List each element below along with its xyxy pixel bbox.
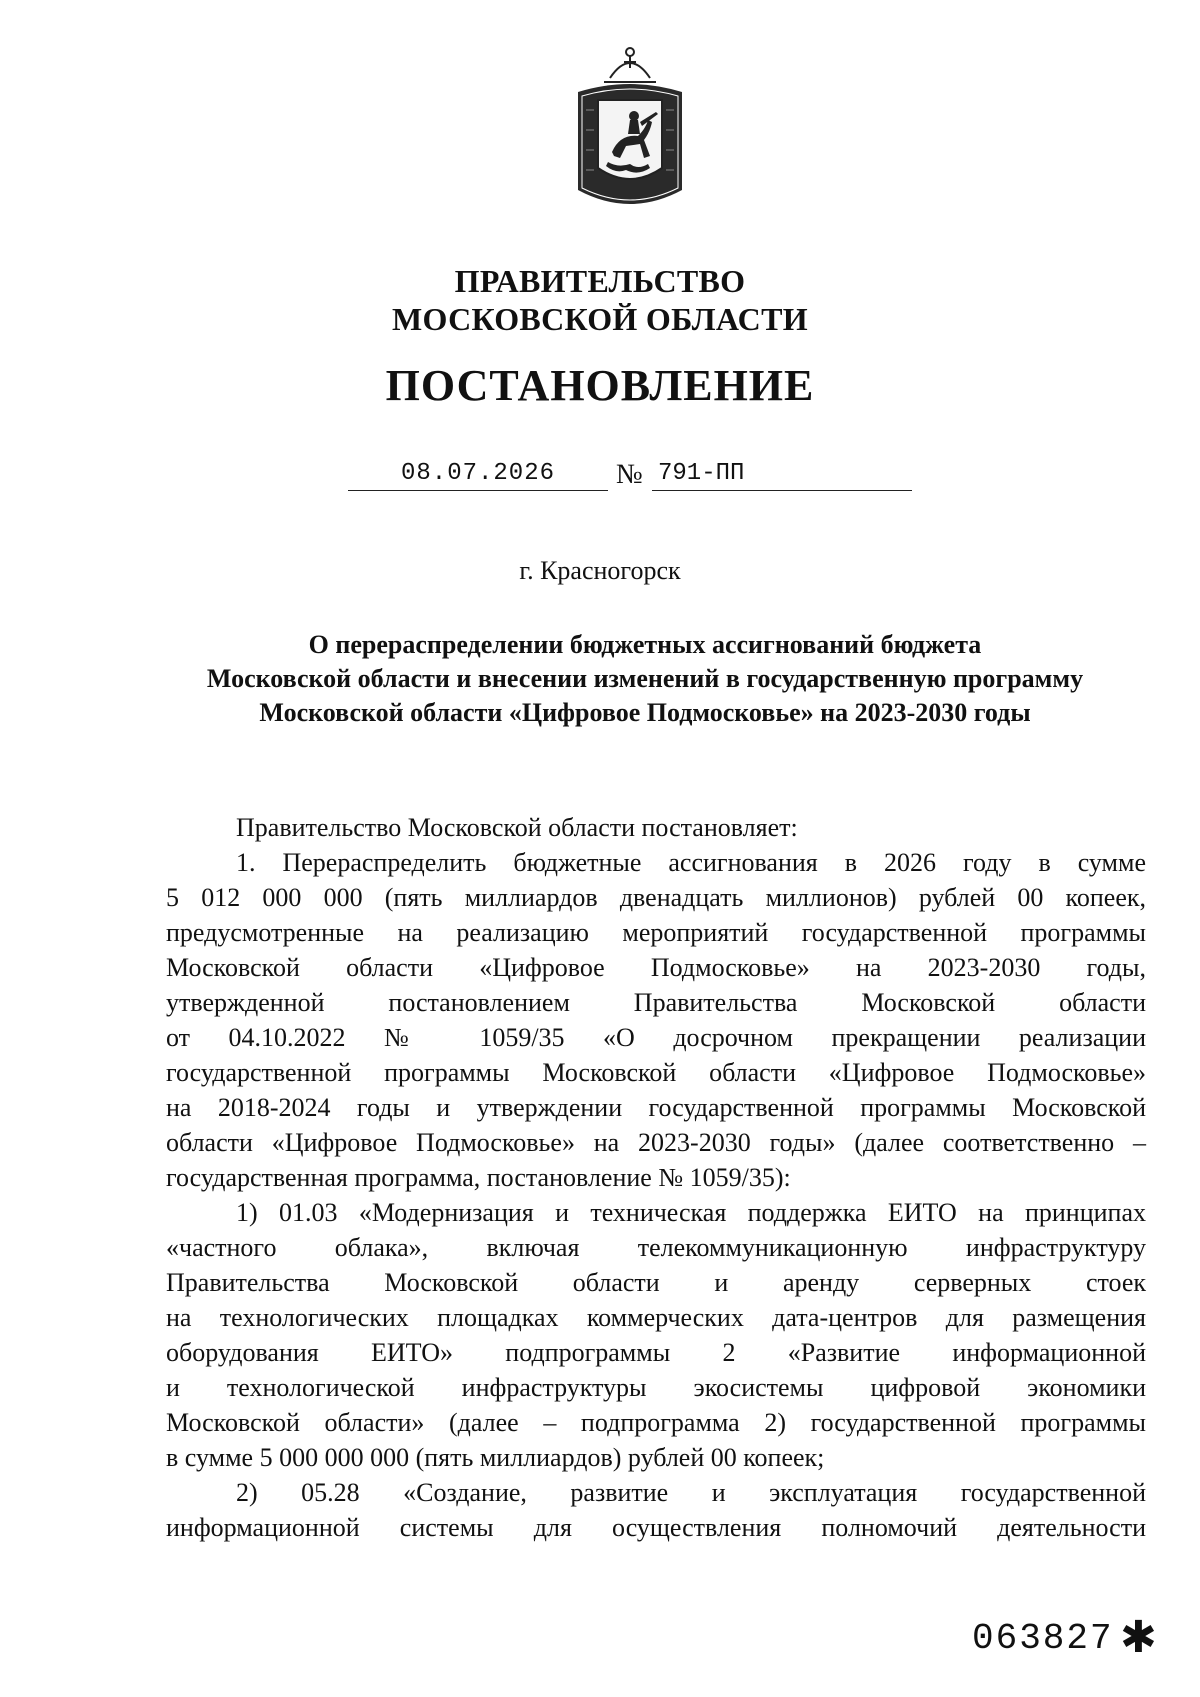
subject-line: Московской области «Цифровое Подмосковье» на 2023-2030 годы xyxy=(259,698,1031,727)
document-type: ПОСТАНОВЛЕНИЕ xyxy=(385,361,815,410)
government-title xyxy=(0,262,1200,338)
document-number: 791-ПП xyxy=(652,458,912,491)
subject-line: О перераспределении бюджетных ассигнований бюджета xyxy=(308,630,982,659)
body-line: в сумме 5 000 000 000 (пять миллиардов) рублей 00 копеек; xyxy=(166,1443,825,1472)
paragraph-2 xyxy=(166,1195,1146,1475)
body-line: оборудования ЕИТО» подпрограммы 2 «Развитие информационной xyxy=(166,1338,1146,1367)
paragraph-3 xyxy=(166,1475,1146,1545)
number-sign: № xyxy=(616,459,643,490)
body-line: утвержденной постановлением Правительства Московской области xyxy=(166,988,1146,1017)
document-date: 08.07.2026 xyxy=(348,458,608,491)
body-intro: Правительство Московской области постановляет: xyxy=(236,813,798,842)
body-line: «частного облака», включая телекоммуникационную инфраструктуру xyxy=(166,1233,1146,1262)
city-line: г. Красногорск xyxy=(519,556,681,585)
body-line: информационной системы для осуществления полномочий деятельности xyxy=(166,1513,1146,1542)
government-title-line2: МОСКОВСКОЙ ОБЛАСТИ xyxy=(392,301,808,337)
serial-number: 063827 xyxy=(972,1618,1114,1659)
document-body xyxy=(166,810,1146,1545)
date-number-line xyxy=(0,458,1200,498)
body-line: на технологических площадках коммерческих дата-центров для размещения xyxy=(166,1303,1146,1332)
body-line: предусмотренные на реализацию мероприятий государственной программы xyxy=(166,918,1146,947)
document-subject xyxy=(150,628,1140,730)
body-line: Московской области «Цифровое Подмосковье» на 2023-2030 годы, xyxy=(166,953,1146,982)
body-line: Правительства Московской области и аренду серверных стоек xyxy=(166,1268,1146,1297)
body-line: от 04.10.2022 № 1059/35 «О досрочном прекращении реализации xyxy=(166,1023,1146,1052)
asterisk-mark-icon: ✱ xyxy=(1120,1612,1157,1663)
body-line: на 2018-2024 годы и утверждении государственной программы Московской xyxy=(166,1093,1146,1122)
body-line: государственной программы Московской области «Цифровое Подмосковье» xyxy=(166,1058,1146,1087)
subject-line: Московской области и внесении изменений в государственную программу xyxy=(206,664,1084,693)
body-line: 1. Перераспределить бюджетные ассигнования в 2026 году в сумме xyxy=(236,848,1146,877)
body-line: 2) 05.28 «Создание, развитие и эксплуатация государственной xyxy=(236,1478,1146,1507)
body-line: 5 012 000 000 (пять миллиардов двенадцать миллионов) рублей 00 копеек, xyxy=(166,883,1146,912)
paragraph-1 xyxy=(166,845,1146,1195)
body-line: 1) 01.03 «Модернизация и техническая поддержка ЕИТО на принципах xyxy=(236,1198,1146,1227)
government-title-line1: ПРАВИТЕЛЬСТВО xyxy=(454,263,746,299)
body-line: государственная программа, постановление № 1059/35): xyxy=(166,1163,791,1192)
body-line: Московской области» (далее – подпрограмма 2) государственной программы xyxy=(166,1408,1146,1437)
moscow-oblast-coat-of-arms-icon xyxy=(560,40,700,220)
body-line: области «Цифровое Подмосковье» на 2023-2030 годы» (далее соответственно – xyxy=(166,1128,1146,1157)
body-line: и технологической инфраструктуры экосистемы цифровой экономики xyxy=(166,1373,1146,1402)
